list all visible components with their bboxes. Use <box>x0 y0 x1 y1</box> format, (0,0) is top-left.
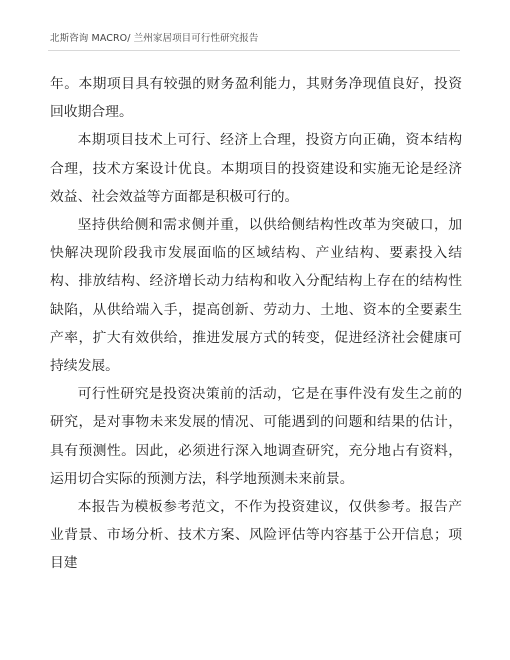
header-divider <box>48 50 460 51</box>
document-body <box>50 70 462 578</box>
paragraph-feasibility-summary: 本期项目技术上可行、经济上合理，投资方向正确，资本结构合理，技术方案设计优良。本期项目的投资建设和实施无论是经济效益、社会效益等方面都是积极可行的。 <box>50 132 462 205</box>
paragraph-supply-side-reform: 坚持供给侧和需求侧并重，以供给侧结构性改革为突破口，加快解决现阶段我市发展面临的区域结构、产业结构、要素投入结构、排放结构、经济增长动力结构和收入分配结构上存在的结构性缺陷，从供给端入手，提高创新、劳动力、土地、资本的全要素生产率，扩大有效供给，推进发展方式的转变，促进经济社会健康可持续发展。 <box>50 217 462 375</box>
paragraph-disclaimer: 本报告为模板参考范文，不作为投资建议，仅供参考。报告产业背景、市场分析、技术方案、风险评估等内容基于公开信息；项目建 <box>50 499 462 572</box>
paragraph-continuation: 年。本期项目具有较强的财务盈利能力，其财务净现值良好，投资回收期合理。 <box>50 76 462 121</box>
running-header: 北斯咨询 MACRO/ 兰州家居项目可行性研究报告 <box>50 33 259 44</box>
paragraph-feasibility-study: 可行性研究是投资决策前的活动，它是在事件没有发生之前的研究，是对事物未来发展的情况、可能遇到的问题和结果的估计，具有预测性。因此，必须进行深入地调查研究，充分地占有资料，运用切合实际的预测方法，科学地预测未来前景。 <box>50 386 462 487</box>
